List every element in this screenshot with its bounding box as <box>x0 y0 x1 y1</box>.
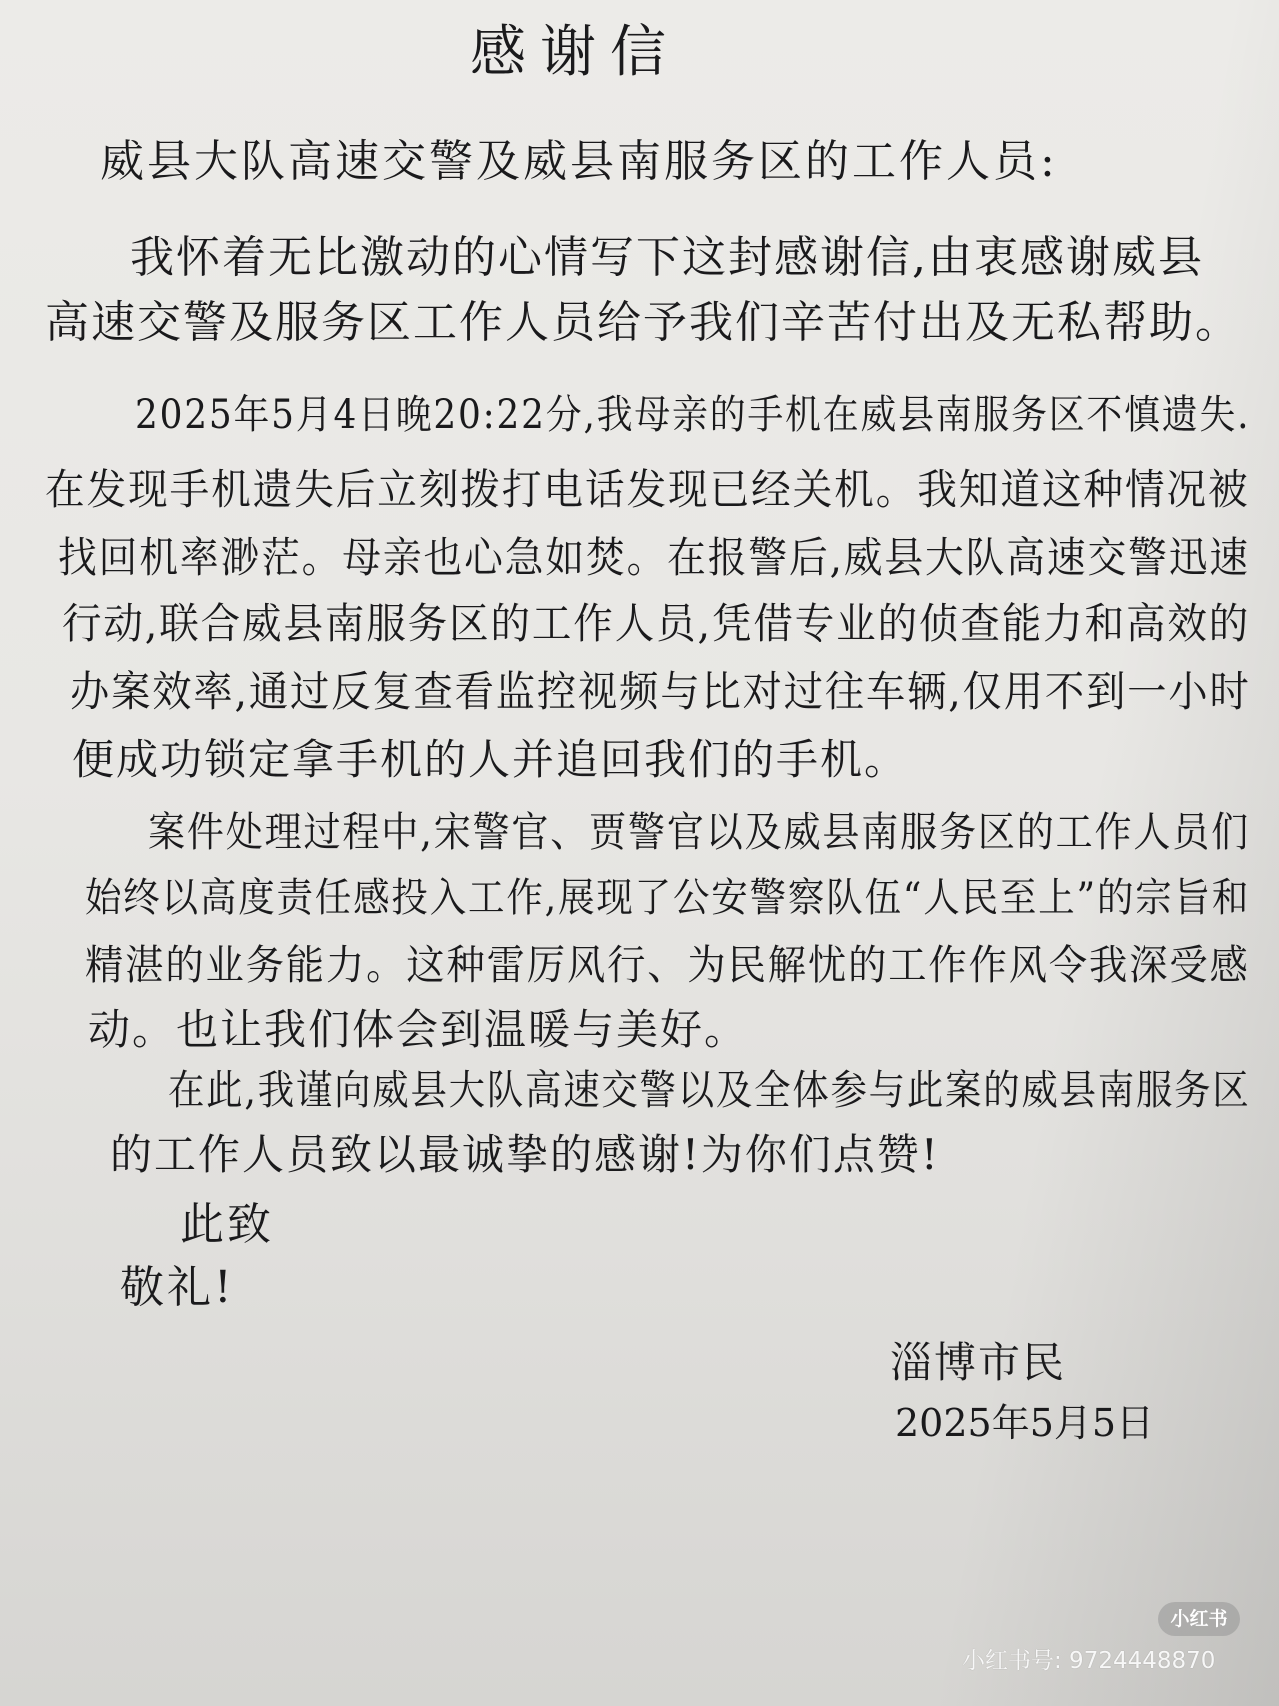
paragraph-4-line-2: 的工作人员致以最诚挚的感谢!为你们点赞! <box>110 1130 940 1179</box>
signature-name: 淄博市民 <box>890 1338 1067 1387</box>
paragraph-2-line-2: 在发现手机遗失后立刻拨打电话发现已经关机。我知道这种情况被 <box>45 465 1250 514</box>
paragraph-3-line-2: 始终以高度责任感投入工作,展现了公安警察队伍“人民至上”的宗旨和 <box>85 875 1251 921</box>
paragraph-4-line-1: 在此,我谨向威县大队高速交警以及全体参与此案的威县南服务区 <box>168 1066 1251 1114</box>
paragraph-2-line-3: 找回机率渺茫。母亲也心急如焚。在报警后,威县大队高速交警迅速 <box>58 533 1250 582</box>
paragraph-3-line-1: 案件处理过程中,宋警官、贾警官以及威县南服务区的工作人员们 <box>148 808 1251 856</box>
paragraph-3-line-4: 动。也让我们体会到温暖与美好。 <box>88 1005 749 1054</box>
paragraph-1-line-1: 我怀着无比激动的心情写下这封感谢信,由衷感谢威县 <box>130 232 1204 283</box>
paragraph-2-line-6: 便成功锁定拿手机的人并追回我们的手机。 <box>72 735 909 784</box>
signature-date: 2025年5月5日 <box>895 1401 1155 1445</box>
closing-salute-line-1: 此致 <box>180 1199 274 1250</box>
paragraph-2-line-1: 2025年5月4日晚20:22分,我母亲的手机在威县南服务区不慎遗失. <box>135 392 1251 438</box>
letter-title: 感谢信 <box>470 20 680 85</box>
xiaohongshu-logo-badge: 小红书 <box>1158 1602 1240 1636</box>
letter-salutation: 威县大队高速交警及威县南服务区的工作人员: <box>100 136 1058 187</box>
paragraph-2-line-4: 行动,联合威县南服务区的工作人员,凭借专业的侦查能力和高效的 <box>62 599 1251 648</box>
paragraph-3-line-3: 精湛的业务能力。这种雷厉风行、为民解忧的工作作风令我深受感 <box>85 941 1250 989</box>
paragraph-1-line-2: 高速交警及服务区工作人员给予我们辛苦付出及无私帮助。 <box>45 297 1241 348</box>
watermark-account-id: 小红书号: 9724448870 <box>962 1648 1216 1674</box>
paragraph-2-line-5: 办案效率,通过反复查看监控视频与比对过往车辆,仅用不到一小时 <box>70 667 1251 716</box>
closing-salute-line-2: 敬礼! <box>120 1262 235 1313</box>
